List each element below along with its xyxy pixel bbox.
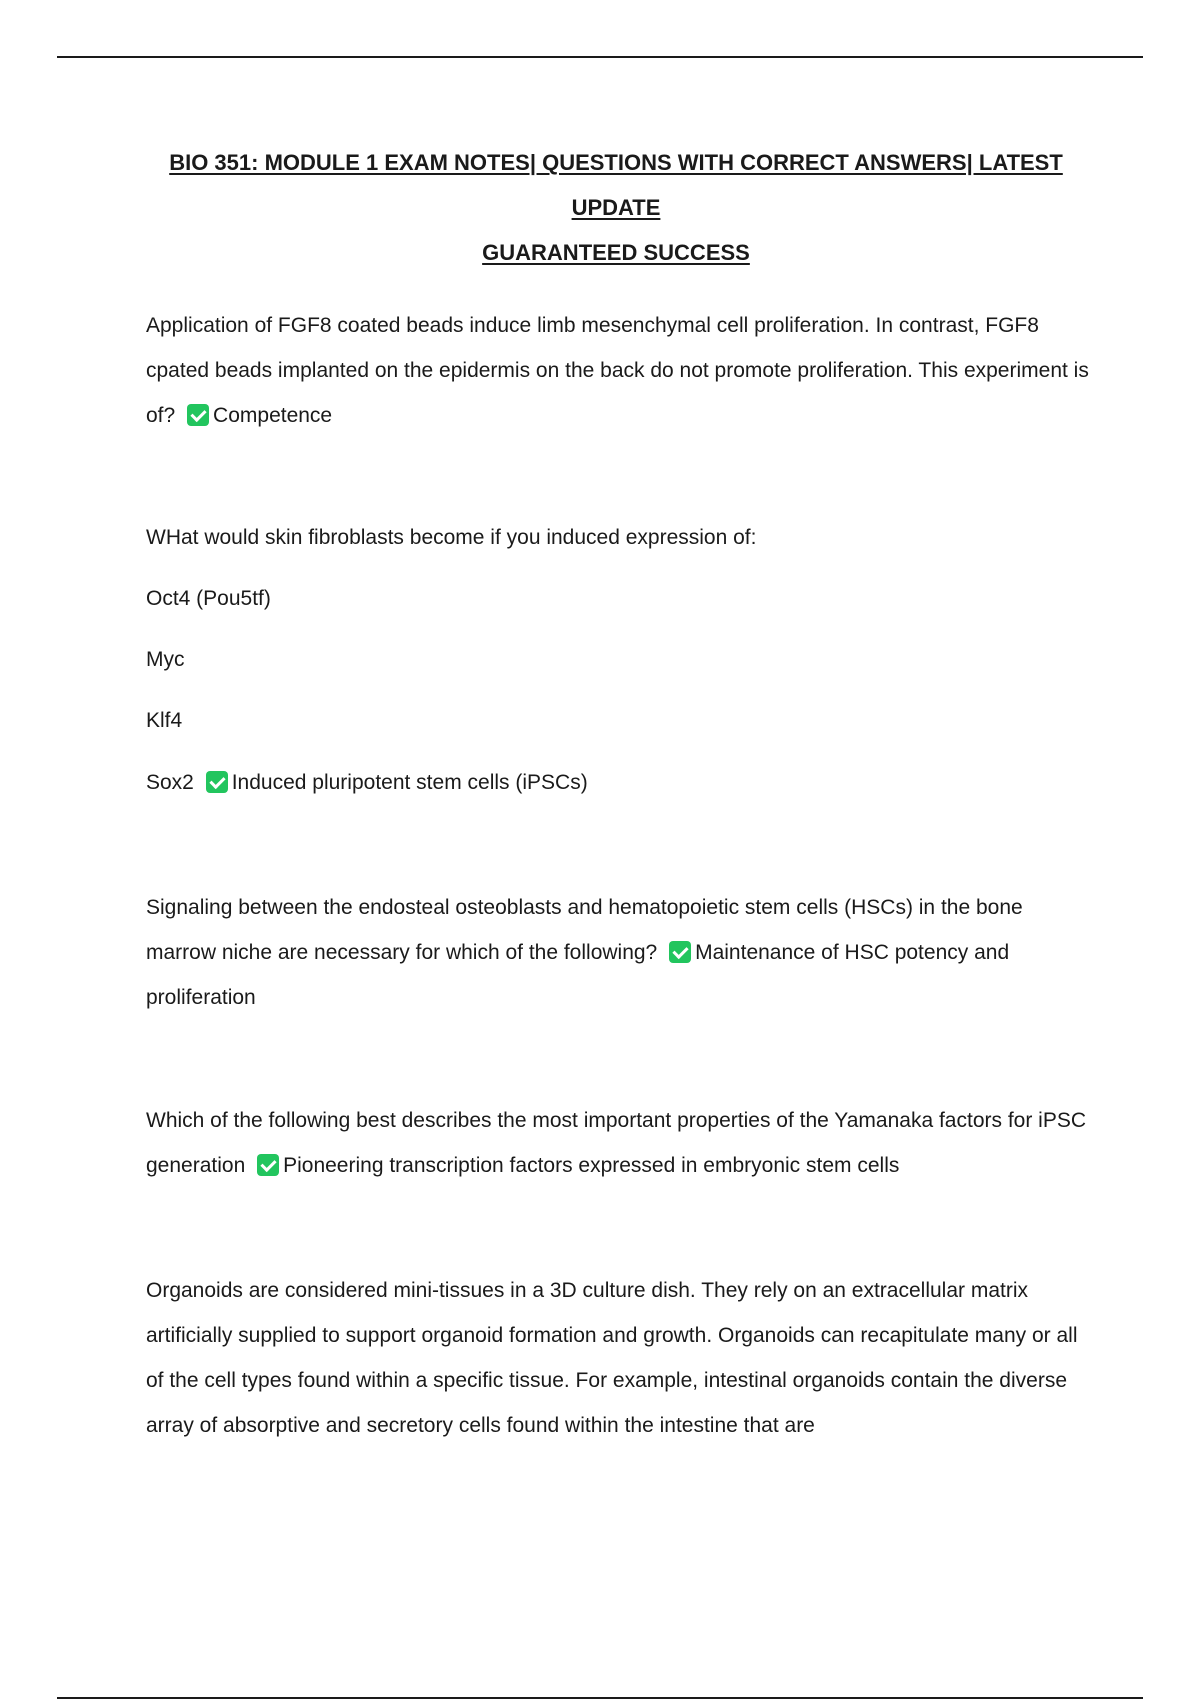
factor-item: Myc	[146, 648, 185, 671]
factor-item: Sox2	[146, 771, 194, 794]
factor-answer-line	[146, 768, 588, 798]
question-text: Application of FGF8 coated beads induce limb mesenchymal cell proliferation. In contrast, FGF8 cpated beads implanted on the epidermis on the back do not promote proliferation. This experiment is of?	[146, 314, 1089, 427]
title-line-1: BIO 351: MODULE 1 EXAM NOTES| QUESTIONS WITH CORRECT ANSWERS| LATEST UPDATE	[169, 150, 1063, 220]
footer-rule	[57, 1697, 1143, 1699]
check-mark-icon	[669, 941, 691, 963]
check-mark-icon	[187, 404, 209, 426]
header-rule	[57, 56, 1143, 58]
answer-text: Maintenance of HSC potency and proliferation	[146, 941, 1010, 1009]
factor-item: Klf4	[146, 709, 183, 732]
question-block	[146, 885, 1096, 1020]
question-text: Signaling between the endosteal osteoblasts and hematopoietic stem cells (HSCs) in the bone marrow niche are necessary for which of the following?	[146, 896, 1023, 964]
question-text: WHat would skin fibroblasts become if you induced expression of:	[146, 526, 757, 549]
document-title	[146, 140, 1086, 275]
answer-text: Competence	[213, 404, 333, 427]
answer-text: Induced pluripotent stem cells (iPSCs)	[231, 771, 588, 794]
question-block	[146, 1268, 1096, 1448]
question-text: Organoids are considered mini-tissues in a 3D culture dish. They rely on an extracellular matrix artificially supplied to support organoid formation and growth. Organoids can recapitulate many or all of the cell types found within a specific tissue. For example, intestinal organoids contain the diverse array of absorptive and secretory cells found within the intestine that are	[146, 1279, 1078, 1437]
title-line-2: GUARANTEED SUCCESS	[482, 240, 750, 265]
question-text: Which of the following best describes the most important properties of the Yamanaka factors for iPSC generation	[146, 1109, 1087, 1177]
check-mark-icon	[257, 1154, 279, 1176]
question-block	[146, 303, 1096, 438]
check-mark-icon	[206, 771, 228, 793]
question-block	[146, 1098, 1096, 1188]
answer-text: Pioneering transcription factors expressed in embryonic stem cells	[283, 1154, 900, 1177]
factor-item: Oct4 (Pou5tf)	[146, 587, 271, 610]
